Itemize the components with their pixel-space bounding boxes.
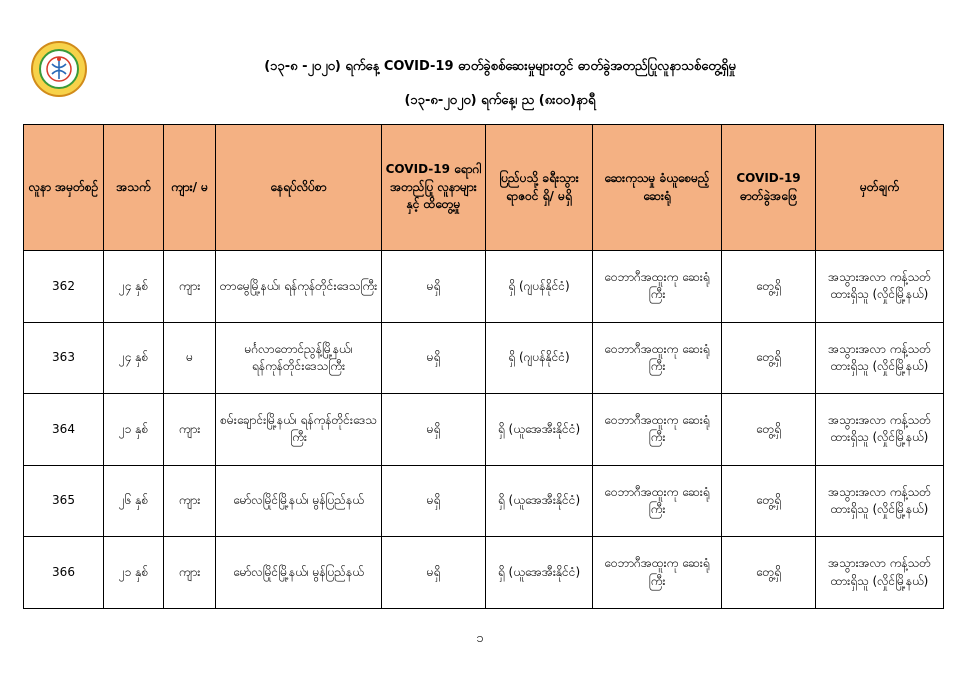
cell-remark: အသွားအလာ ကန့်သတ်ထားရှိသူ (လှိုင်မြို့နယ်) [816,251,944,323]
cell-travel: ရှိ (ဂျပန်နိုင်ငံ) [486,251,593,323]
ministry-seal-icon [30,40,88,98]
cell-remark: အသွားအလာ ကန့်သတ်ထားရှိသူ (လှိုင်မြို့နယ်) [816,322,944,394]
cell-age: ၂၁ နှစ် [104,394,164,466]
cell-result: တွေ့ရှိ [722,465,816,537]
cell-sex: မ [164,322,216,394]
cell-result: တွေ့ရှိ [722,537,816,609]
table-row [24,394,944,466]
cell-case-no: 364 [24,394,104,466]
cell-case-no: 363 [24,322,104,394]
cell-travel: ရှိ (ယူအေအီးနိုင်ငံ) [486,465,593,537]
cell-travel: ရှိ (ယူအေအီးနိုင်ငံ) [486,394,593,466]
cell-contact: မရှိ [382,465,486,537]
cell-travel: ရှိ (ဂျပန်နိုင်ငံ) [486,322,593,394]
cell-age: ၂၆ နှစ် [104,465,164,537]
cell-contact: မရှိ [382,322,486,394]
cell-address: စမ်းချောင်းမြို့နယ်၊ ရန်ကုန်တိုင်းဒေသကြီး [216,394,382,466]
cell-sex: ကျား [164,394,216,466]
cell-age: ၂၄ နှစ် [104,322,164,394]
cell-age: ၂၁ နှစ် [104,537,164,609]
cell-contact: မရှိ [382,251,486,323]
cell-address: မော်လမြိုင်မြို့နယ်၊ မွန်ပြည်နယ် [216,537,382,609]
cell-result: တွေ့ရှိ [722,394,816,466]
cell-case-no: 362 [24,251,104,323]
col-header-remark: မှတ်ချက် [816,125,944,251]
table-row [24,322,944,394]
table-row [24,465,944,537]
cell-sex: ကျား [164,251,216,323]
col-header-result: COVID-19 ဓာတ်ခွဲအဖြေ [722,125,816,251]
cell-result: တွေ့ရှိ [722,322,816,394]
page-subtitle: (၁၃-၈-၂၀၂၀) ရက်နေ့၊ ည (၈း၀၀)နာရီ [404,93,596,108]
cell-travel: ရှိ (ယူအေအီးနိုင်ငံ) [486,537,593,609]
cell-hospital: ဝေဘာဂီအထူးကု ဆေးရုံကြီး [593,394,722,466]
col-header-contact: COVID-19 ရောဂါ အတည်ပြု လူနာများနှင့် ထိတွေ့မှု [382,125,486,251]
cell-sex: ကျား [164,465,216,537]
table-row [24,251,944,323]
cell-case-no: 366 [24,537,104,609]
cell-case-no: 365 [24,465,104,537]
col-header-travel: ပြည်ပသို့ ခရီးသွား ရာဇဝင် ရှိ/ မရှိ [486,125,593,251]
cell-contact: မရှိ [382,537,486,609]
col-header-sex: ကျား/ မ [164,125,216,251]
page-number: ၁ [476,631,484,646]
cell-age: ၂၄ နှစ် [104,251,164,323]
cell-sex: ကျား [164,537,216,609]
cell-contact: မရှိ [382,394,486,466]
col-header-address: နေရပ်လိပ်စာ [216,125,382,251]
cell-result: တွေ့ရှိ [722,251,816,323]
cell-remark: အသွားအလာ ကန့်သတ်ထားရှိသူ (လှိုင်မြို့နယ်) [816,537,944,609]
cell-address: မင်္ဂလာတောင်ညွန့်မြို့နယ်၊ ရန်ကုန်တိုင်းဒေသကြီး [216,322,382,394]
cell-remark: အသွားအလာ ကန့်သတ်ထားရှိသူ (လှိုင်မြို့နယ်) [816,465,944,537]
cell-hospital: ဝေဘာဂီအထူးကု ဆေးရုံကြီး [593,322,722,394]
page-title: (၁၃-၈ -၂၀၂၀) ရက်နေ့ COVID-19 ဓာတ်ခွဲစစ်ဆေးမှုများတွင် ဓာတ်ခွဲအတည်ပြုလူနာသစ်တွေ့ရှိမှု [264,59,736,74]
cell-hospital: ဝေဘာဂီအထူးကု ဆေးရုံကြီး [593,537,722,609]
table-row [24,537,944,609]
cell-hospital: ဝေဘာဂီအထူးကု ဆေးရုံကြီး [593,251,722,323]
table-header-row [24,125,944,251]
col-header-hospital: ဆေးကုသမှု ခံယူစေမည့်ဆေးရုံ [593,125,722,251]
cell-hospital: ဝေဘာဂီအထူးကု ဆေးရုံကြီး [593,465,722,537]
col-header-age: အသက် [104,125,164,251]
col-header-case-no: လူနာ အမှတ်စဉ် [24,125,104,251]
cases-table [23,124,944,609]
cell-address: မော်လမြိုင်မြို့နယ်၊ မွန်ပြည်နယ် [216,465,382,537]
cell-remark: အသွားအလာ ကန့်သတ်ထားရှိသူ (လှိုင်မြို့နယ်) [816,394,944,466]
cell-address: တာမွေမြို့နယ်၊ ရန်ကုန်တိုင်းဒေသကြီး [216,251,382,323]
